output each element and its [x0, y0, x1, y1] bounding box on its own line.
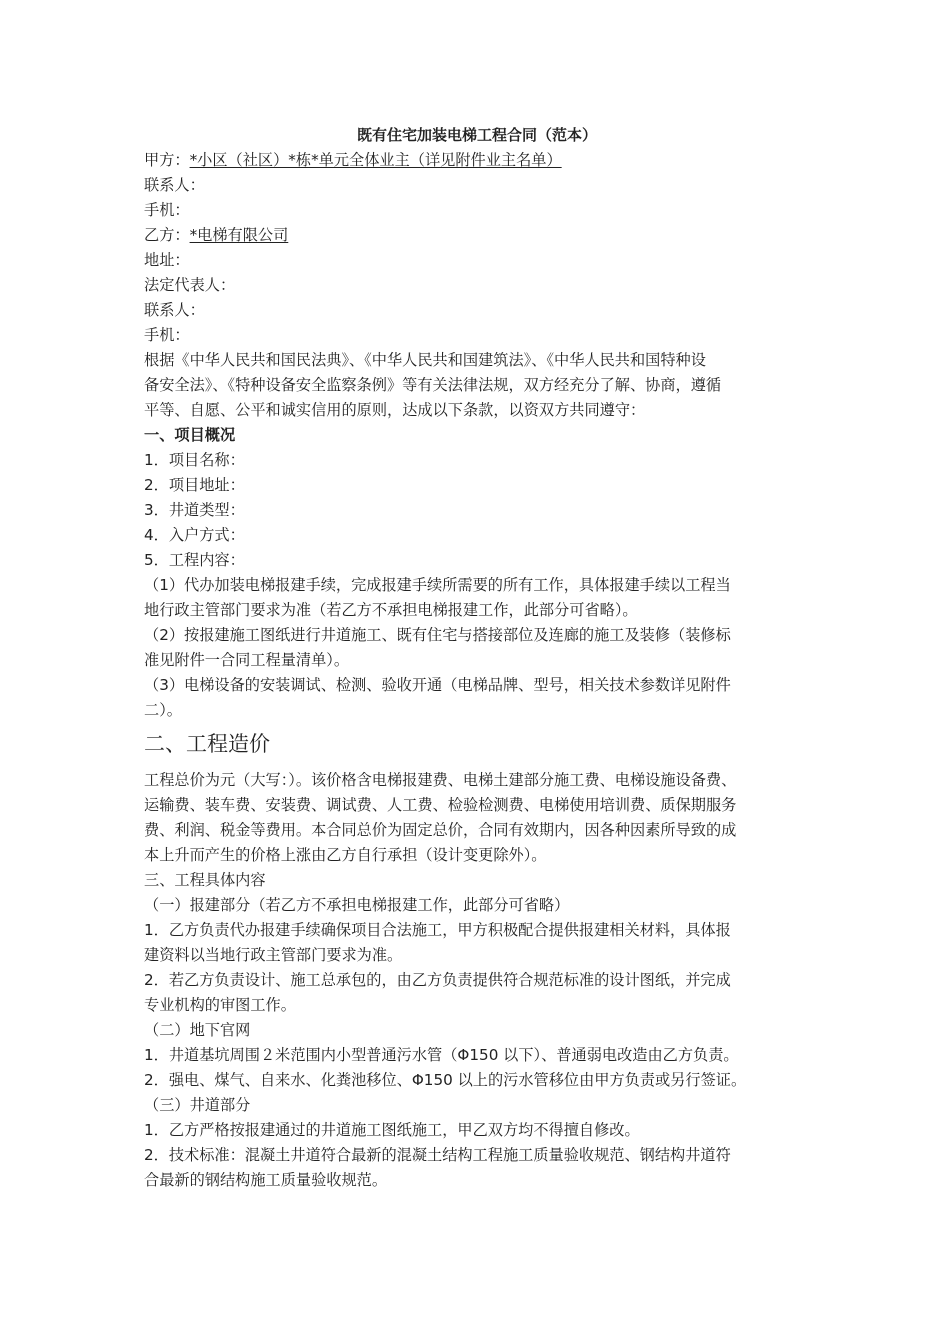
party-a-value: *小区（社区）*栋*单元全体业主（详见附件业主名单） [189, 151, 562, 169]
project-item: 4．入户方式： [144, 526, 245, 544]
party-b-contact: 联系人： [144, 301, 205, 319]
project-item: 5．工程内容： [144, 551, 245, 569]
section2-heading: 二、工程造价 [144, 732, 270, 756]
party-b-line [144, 223, 810, 248]
party-b-address: 地址： [144, 251, 190, 269]
project-item: 1．项目名称： [144, 451, 245, 469]
section3-heading: 三、工程具体内容 [144, 871, 266, 889]
document-title: 既有住宅加装电梯工程合同（范本） [356, 126, 597, 144]
price-line: 费、利润、税金等费用。本合同总价为固定总价，合同有效期内，因各种因素所导致的成 [144, 821, 737, 839]
scope-line: 专业机构的审图工作。 [144, 996, 296, 1014]
content-line: 二）。 [144, 701, 182, 719]
party-b-value: *电梯有限公司 [189, 226, 289, 244]
preamble-line: 平等、自愿、公平和诚实信用的原则，达成以下条款，以资双方共同遵守： [144, 401, 646, 419]
party-a-phone: 手机： [144, 201, 190, 219]
party-a-label: 甲方： [144, 151, 190, 169]
scope-line: 合最新的钢结构施工质量验收规范。 [144, 1171, 387, 1189]
scope-line: 2．若乙方负责设计、施工总承包的，由乙方负责提供符合规范标准的设计图纸，并完成 [144, 971, 731, 989]
preamble-line: 备安全法》、《特种设备安全监察条例》等有关法律法规，双方经充分了解、协商，遵循 [144, 376, 722, 394]
price-line: 运输费、装车费、安装费、调试费、人工费、检验检测费、电梯使用培训费、质保期服务 [144, 796, 737, 814]
price-line: 工程总价为元（大写：）。该价格含电梯报建费、电梯土建部分施工费、电梯设施设备费、 [144, 771, 737, 789]
content-line: 准见附件一合同工程量清单）。 [144, 651, 350, 669]
preamble-line: 根据《中华人民共和国民法典》、《中华人民共和国建筑法》、《中华人民共和国特种设 [144, 351, 706, 369]
scope-line: 1．乙方负责代办报建手续确保项目合法施工，甲方积极配合提供报建相关材料，具体报 [144, 921, 731, 939]
party-b-legal-rep: 法定代表人： [144, 276, 236, 294]
scope-line: 建资料以当地行政主管部门要求为准。 [144, 946, 403, 964]
scope-line: 2．强电、煤气、自来水、化粪池移位、Φ150 以上的污水管移位由甲方负责或另行签证。 [144, 1071, 747, 1089]
party-b-label: 乙方： [144, 226, 190, 244]
party-a-line [144, 148, 810, 173]
section1-heading: 一、项目概况 [144, 426, 236, 444]
project-item: 2．项目地址： [144, 476, 245, 494]
content-line: （1）代办加装电梯报建手续，完成报建手续所需要的所有工作，具体报建手续以工程当 [144, 576, 731, 594]
scope-line: 1．井道基坑周围２米范围内小型普通污水管（Φ150 以下）、普通弱电改造由乙方负责。 [144, 1046, 739, 1064]
party-a-contact: 联系人： [144, 176, 205, 194]
scope-line: 2．技术标准：混凝土井道符合最新的混凝土结构工程施工质量验收规范、钢结构井道符 [144, 1146, 731, 1164]
scope-line: （二）地下官网 [144, 1021, 251, 1039]
project-item: 3．井道类型： [144, 501, 245, 519]
party-b-phone: 手机： [144, 326, 190, 344]
content-line: 地行政主管部门要求为准（若乙方不承担电梯报建工作，此部分可省略）。 [144, 601, 638, 619]
contract-page [144, 122, 810, 1193]
content-line: （3）电梯设备的安装调试、检测、验收开通（电梯品牌、型号，相关技术参数详见附件 [144, 676, 731, 694]
scope-line: （一）报建部分（若乙方不承担电梯报建工作，此部分可省略） [144, 896, 570, 914]
price-line: 本上升而产生的价格上涨由乙方自行承担（设计变更除外）。 [144, 846, 547, 864]
scope-line: （三）井道部分 [144, 1096, 251, 1114]
content-line: （2）按报建施工图纸进行井道施工、既有住宅与搭接部位及连廊的施工及装修（装修标 [144, 626, 731, 644]
scope-line: 1．乙方严格按报建通过的井道施工图纸施工，甲乙双方均不得擅自修改。 [144, 1121, 640, 1139]
